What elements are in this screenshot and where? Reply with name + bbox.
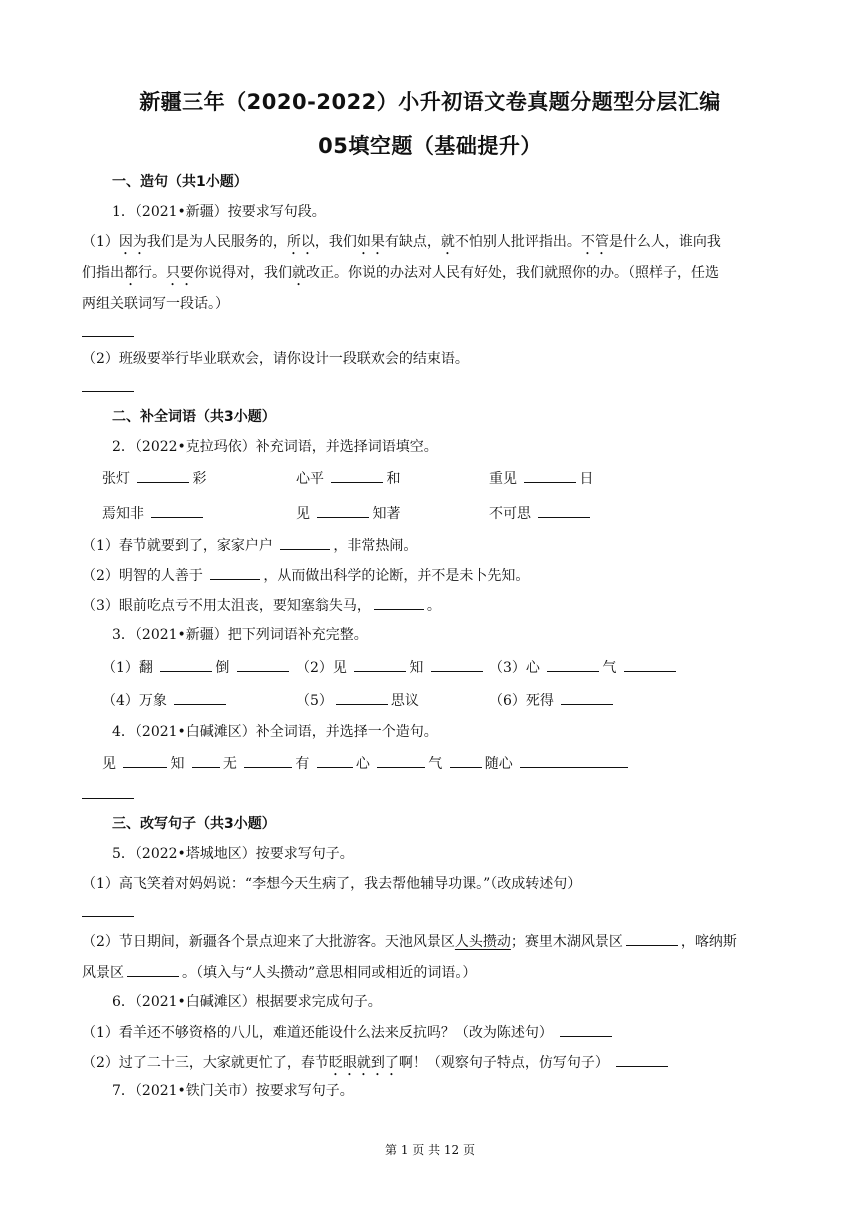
- sentence-blank[interactable]: [560, 1022, 612, 1037]
- word-blank[interactable]: [123, 753, 167, 768]
- word-item: （6）死得: [489, 690, 616, 711]
- page-footer: 第 1 页 共 12 页: [385, 1143, 475, 1157]
- question-2-sentence-2: （2）明智的人善于 ，从而做出科学的论断，并不是未卜先知。: [82, 565, 529, 586]
- word-blank[interactable]: [317, 503, 369, 518]
- word-blank[interactable]: [160, 657, 212, 672]
- word-item: 不可思: [489, 503, 593, 524]
- word-item: 张灯 彩: [102, 468, 206, 489]
- question-2-sentence-3: （3）眼前吃点亏不用太沮丧，要知塞翁失马， 。: [82, 595, 441, 616]
- question-4-stem: 4．（2021•白碱滩区）补全词语，并选择一个造句。: [112, 724, 438, 740]
- word-blank[interactable]: [237, 657, 289, 672]
- word-blank[interactable]: [336, 690, 388, 705]
- sentence-blank[interactable]: [374, 595, 424, 610]
- word-blank[interactable]: [151, 503, 203, 518]
- question-7-stem: 7．（2021•铁门关市）按要求写句子。: [112, 1083, 354, 1099]
- question-5-part-2-line-1: （2）节日期间，新疆各个景点迎来了大批游客。天池风景区人头攒动；赛里木湖风景区 ，喀纳斯: [82, 931, 737, 952]
- word-blank[interactable]: [192, 753, 220, 768]
- answer-line[interactable]: [82, 798, 134, 799]
- word-blank[interactable]: [520, 753, 628, 768]
- word-blank[interactable]: [354, 657, 406, 672]
- page-title: 新疆三年（2020-2022）小升初语文卷真题分题型分层汇编: [139, 90, 721, 114]
- word-item: （1）翻 倒: [102, 657, 292, 678]
- word-blank[interactable]: [624, 657, 676, 672]
- answer-line[interactable]: [82, 916, 134, 917]
- word-item: 焉知非: [102, 503, 206, 524]
- question-1-stem: 1．（2021•新疆）按要求写句段。: [112, 204, 326, 220]
- question-3-stem: 3．（2021•新疆）把下列词语补充完整。: [112, 627, 368, 643]
- sentence-blank[interactable]: [280, 535, 330, 550]
- word-blank[interactable]: [538, 503, 590, 518]
- answer-line[interactable]: [82, 391, 134, 392]
- question-6-stem: 6．（2021•白碱滩区）根据要求完成句子。: [112, 994, 382, 1010]
- question-5-stem: 5．（2022•塔城地区）按要求写句子。: [112, 846, 354, 862]
- word-item: 心平 和: [296, 468, 400, 489]
- question-1-part-1-line-2: 们指出都行。只要你说得对，我们就改正。你说的办法对人民有好处，我们就照你的办。（照样子，任选: [82, 265, 719, 281]
- word-blank[interactable]: [561, 690, 613, 705]
- sentence-blank[interactable]: [626, 931, 678, 946]
- sentence-blank[interactable]: [127, 962, 179, 977]
- sentence-blank[interactable]: [616, 1052, 668, 1067]
- section-heading-2: 二、补全词语（共3小题）: [112, 409, 276, 425]
- word-blank[interactable]: [450, 753, 482, 768]
- question-2-sentence-1: （1）春节就要到了，家家户户 ，非常热闹。: [82, 535, 417, 556]
- page-subtitle: 05填空题（基础提升）: [318, 134, 542, 158]
- question-6-part-1: （1）看羊还不够资格的八儿，难道还能设什么法来反抗吗？（改为陈述句）: [82, 1022, 615, 1043]
- question-5-part-2-line-2: 风景区 。（填入与“人头攒动”意思相同或相近的词语。）: [82, 962, 476, 983]
- section-heading-3: 三、改写句子（共3小题）: [112, 816, 276, 832]
- question-2-stem: 2．（2022•克拉玛依）补充词语，并选择词语填空。: [112, 439, 438, 455]
- word-blank[interactable]: [547, 657, 599, 672]
- word-blank[interactable]: [377, 753, 425, 768]
- question-6-part-2: （2）过了二十三，大家就更忙了，春节眨眼就到了啊！（观察句子特点，仿写句子）: [82, 1052, 671, 1079]
- question-5-part-1: （1）高飞笑着对妈妈说：“李想今天生病了，我去帮他辅导功课。”（改成转述句）: [82, 876, 582, 892]
- word-item: （2）见 知: [296, 657, 486, 678]
- question-1-part-1-line-3: 两组关联词写一段话。）: [82, 296, 229, 312]
- question-4-words: 见 知 无 有 心 气 随心: [102, 753, 631, 774]
- word-blank[interactable]: [524, 468, 576, 483]
- question-1-part-1-line-1: （1）因为我们是为人民服务的，所以，我们如果有缺点，就不怕别人批评指出。不管是什么人，谁向我: [82, 234, 721, 250]
- word-blank[interactable]: [174, 690, 226, 705]
- sentence-blank[interactable]: [210, 565, 260, 580]
- section-heading-1: 一、造句（共1小题）: [112, 174, 248, 190]
- word-item: 重见 日: [489, 468, 593, 489]
- word-item: （5） 思议: [296, 690, 419, 711]
- word-item: （4）万象: [102, 690, 229, 711]
- word-blank[interactable]: [244, 753, 292, 768]
- word-blank[interactable]: [431, 657, 483, 672]
- word-item: （3）心 气: [489, 657, 679, 678]
- word-blank[interactable]: [137, 468, 189, 483]
- word-blank[interactable]: [317, 753, 353, 768]
- question-1-part-2: （2）班级要举行毕业联欢会，请你设计一段联欢会的结束语。: [82, 351, 469, 367]
- word-item: 见 知著: [296, 503, 400, 524]
- answer-line[interactable]: [82, 336, 134, 337]
- word-blank[interactable]: [331, 468, 383, 483]
